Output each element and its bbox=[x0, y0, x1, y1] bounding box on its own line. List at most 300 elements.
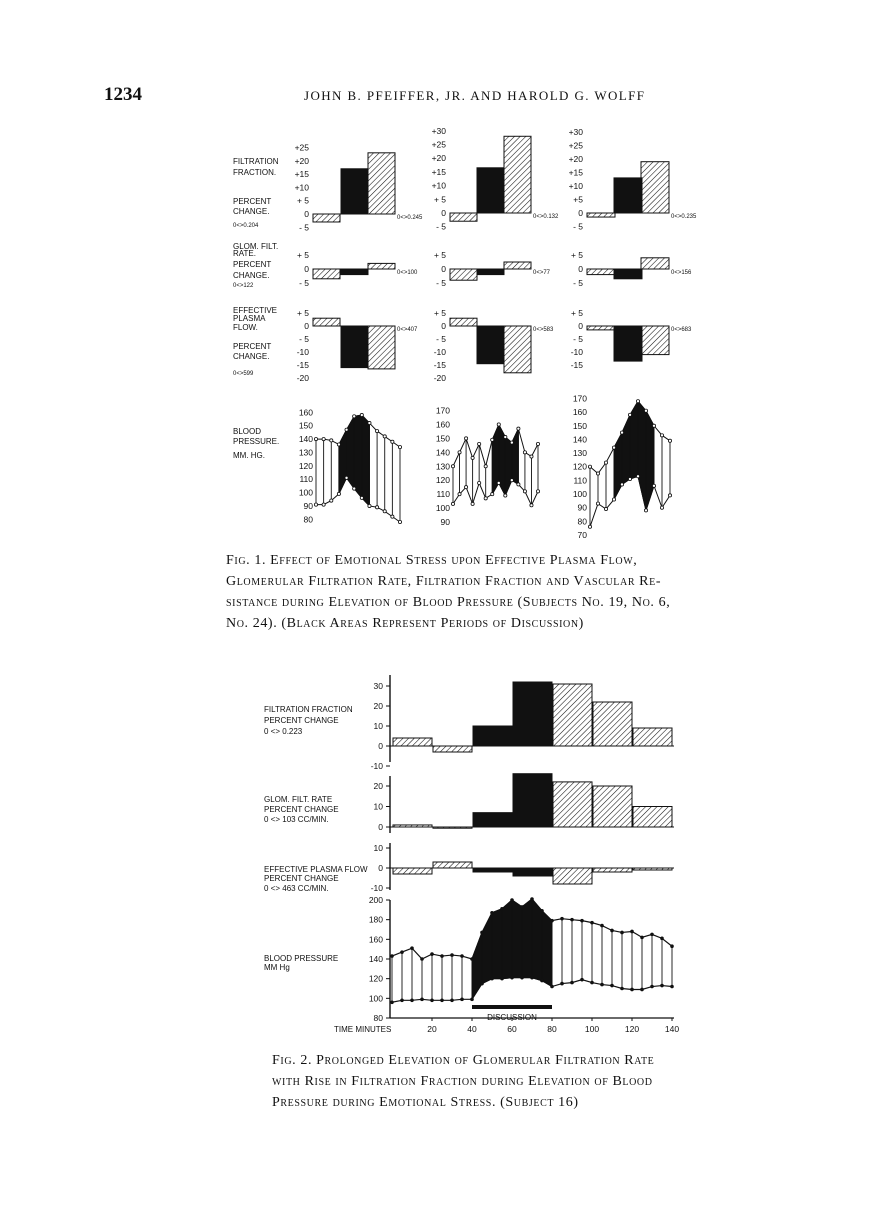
bp-diastolic-point bbox=[330, 499, 333, 502]
bp-systolic-point bbox=[478, 442, 481, 445]
axis-tick-label: - 5 bbox=[299, 222, 309, 233]
bp-systolic-point bbox=[497, 423, 500, 426]
bp-systolic-point bbox=[670, 944, 674, 948]
bp-diastolic-point bbox=[398, 520, 401, 523]
bp-systolic-point bbox=[620, 431, 623, 434]
hatched-bar bbox=[633, 807, 672, 828]
bp-systolic-point bbox=[652, 424, 655, 427]
bp-diastolic-point bbox=[460, 998, 464, 1002]
bp-diastolic-point bbox=[520, 976, 524, 980]
bp-systolic-point bbox=[500, 907, 504, 911]
hatched-bar bbox=[368, 326, 395, 369]
hatched-bar bbox=[393, 825, 432, 827]
bp-diastolic-point bbox=[530, 504, 533, 507]
bp-diastolic-point bbox=[368, 504, 371, 507]
bp-diastolic-point bbox=[660, 984, 664, 988]
bp-systolic-point bbox=[464, 437, 467, 440]
row-label: FRACTION. bbox=[233, 168, 277, 177]
axis-tick-label: + 5 bbox=[296, 250, 309, 260]
bp-diastolic-point bbox=[345, 476, 348, 479]
bp-systolic-point bbox=[360, 413, 363, 416]
axis-tick-label: - 5 bbox=[436, 221, 446, 232]
bp-systolic-point bbox=[330, 439, 333, 442]
bp-diastolic-point bbox=[430, 999, 434, 1003]
bp-systolic-point bbox=[640, 936, 644, 940]
bp-systolic-point bbox=[612, 446, 615, 449]
row-label: 0 <> 0.223 bbox=[264, 727, 303, 736]
axis-tick-label: 80 bbox=[373, 1013, 383, 1023]
axis-tick-label: + 5 bbox=[433, 308, 446, 318]
bp-diastolic-point bbox=[523, 490, 526, 493]
reference-value: 0<>0.204 bbox=[233, 223, 259, 229]
bp-systolic-point bbox=[470, 957, 474, 961]
row-label: PERCENT bbox=[233, 342, 272, 351]
axis-tick-label: +10 bbox=[431, 180, 446, 191]
axis-tick-label: -10 bbox=[370, 761, 383, 771]
discussion-bar-marker bbox=[472, 1005, 552, 1009]
bp-diastolic-point bbox=[478, 481, 481, 484]
bp-diastolic-point bbox=[360, 496, 363, 499]
bp-diastolic-point bbox=[600, 983, 604, 987]
hatched-bar bbox=[393, 738, 432, 746]
axis-tick-label: +15 bbox=[431, 166, 446, 177]
row-label: MM. HG. bbox=[233, 451, 265, 460]
bp-systolic-point bbox=[398, 446, 401, 449]
bp-systolic-point bbox=[668, 439, 671, 442]
axis-tick-label: 90 bbox=[440, 517, 450, 527]
axis-tick-label: 120 bbox=[624, 1024, 640, 1034]
reference-value: 0<>100 bbox=[397, 270, 418, 276]
reference-value: 0<>122 bbox=[233, 283, 254, 289]
row-label: PRESSURE. bbox=[233, 437, 280, 446]
bp-diastolic-point bbox=[391, 515, 394, 518]
bp-diastolic-point bbox=[504, 494, 507, 497]
discussion-bar bbox=[513, 774, 552, 827]
row-label: FILTRATION bbox=[233, 157, 279, 166]
bp-diastolic-line bbox=[392, 978, 672, 1003]
bp-systolic-point bbox=[450, 953, 454, 957]
axis-tick-label: +30 bbox=[431, 125, 446, 136]
reference-value: 0<>683 bbox=[671, 327, 692, 333]
hatched-bar bbox=[553, 782, 592, 827]
bp-systolic-point bbox=[530, 455, 533, 458]
axis-tick-label: 160 bbox=[298, 407, 313, 418]
row-label: FILTRATION FRACTION bbox=[264, 705, 353, 714]
axis-tick-label: + 5 bbox=[296, 195, 309, 206]
bp-systolic-point bbox=[430, 952, 434, 956]
discussion-bar bbox=[477, 168, 504, 213]
bp-diastolic-point bbox=[612, 498, 615, 501]
discussion-bar bbox=[473, 726, 512, 746]
axis-tick-label: 120 bbox=[298, 460, 313, 471]
axis-tick-label: 120 bbox=[435, 475, 450, 486]
bp-systolic-point bbox=[391, 440, 394, 443]
hatched-bar bbox=[633, 728, 672, 746]
axis-tick-label: +5 bbox=[573, 194, 583, 205]
bp-diastolic-point bbox=[383, 510, 386, 513]
hatched-bar bbox=[593, 868, 632, 872]
axis-tick-label: 140 bbox=[435, 447, 450, 458]
hatched-bar bbox=[433, 827, 472, 828]
reference-value: 0<>407 bbox=[397, 327, 418, 333]
hatched-bar bbox=[450, 318, 477, 326]
bp-systolic-point bbox=[460, 954, 464, 958]
bp-diastolic-point bbox=[510, 976, 514, 980]
bp-systolic-point bbox=[480, 931, 484, 935]
hatched-bar bbox=[433, 746, 472, 752]
bp-systolic-point bbox=[636, 400, 639, 403]
axis-tick-label: 110 bbox=[573, 475, 587, 486]
bp-systolic-point bbox=[523, 451, 526, 454]
discussion-bar bbox=[614, 178, 642, 213]
bp-diastolic-point bbox=[464, 486, 467, 489]
bp-systolic-point bbox=[410, 946, 414, 950]
hatched-bar bbox=[641, 258, 669, 269]
axis-tick-label: 10 bbox=[373, 801, 383, 812]
axis-tick-label: 0 bbox=[304, 209, 309, 219]
axis-tick-label: - 5 bbox=[436, 278, 446, 288]
reference-value: 0<>77 bbox=[533, 270, 551, 276]
fig1-panel-1 bbox=[295, 143, 423, 525]
axis-tick-label: 140 bbox=[664, 1024, 680, 1034]
bp-systolic-point bbox=[510, 441, 513, 444]
axis-tick-label: 0 bbox=[578, 208, 583, 218]
axis-tick-label: -10 bbox=[570, 347, 583, 357]
axis-tick-label: 30 bbox=[373, 681, 383, 691]
axis-tick-label: -10 bbox=[370, 883, 383, 893]
bp-systolic-point bbox=[596, 472, 599, 475]
axis-tick-label: +15 bbox=[294, 169, 309, 180]
bp-diastolic-point bbox=[497, 481, 500, 484]
fig2-caption-line: Pressure during Emotional Stress. (Subject 16) bbox=[272, 1095, 579, 1110]
bp-diastolic-point bbox=[536, 490, 539, 493]
axis-tick-label: -15 bbox=[296, 360, 309, 370]
hatched-bar bbox=[641, 326, 669, 355]
bp-diastolic-point bbox=[517, 483, 520, 486]
axis-tick-label: 10 bbox=[373, 721, 383, 731]
fig2-caption-line: with Rise in Filtration Fraction during Elevation of Blood bbox=[272, 1074, 653, 1089]
row-label: RATE. bbox=[233, 249, 256, 258]
bp-systolic-point bbox=[560, 917, 564, 921]
bp-diastolic-point bbox=[470, 998, 474, 1002]
hatched-bar bbox=[587, 269, 615, 275]
bp-systolic-point bbox=[458, 451, 461, 454]
row-label: PERCENT CHANGE bbox=[264, 716, 339, 725]
axis-tick-label: + 5 bbox=[570, 308, 583, 318]
hatched-bar bbox=[593, 702, 632, 746]
fig2-caption-line: Fig. 2. Prolonged Elevation of Glomerular Filtration Rate bbox=[272, 1053, 655, 1068]
bp-diastolic-point bbox=[640, 988, 644, 992]
bp-systolic-point bbox=[491, 438, 494, 441]
fig1-caption bbox=[226, 550, 696, 634]
axis-tick-label: 20 bbox=[373, 781, 383, 791]
bp-systolic-point bbox=[490, 911, 494, 915]
bp-systolic-point bbox=[550, 919, 554, 923]
axis-tick-label: - 5 bbox=[573, 334, 583, 344]
figure-2 bbox=[0, 660, 880, 1040]
bp-systolic-point bbox=[588, 465, 591, 468]
axis-tick-label: 60 bbox=[507, 1024, 517, 1034]
axis-tick-label: 90 bbox=[303, 500, 313, 511]
axis-tick-label: 0 bbox=[304, 264, 309, 274]
bp-diastolic-point bbox=[560, 982, 564, 986]
hatched-bar bbox=[641, 162, 669, 213]
bp-diastolic-point bbox=[530, 976, 534, 980]
axis-tick-label: 0 bbox=[378, 822, 383, 832]
axis-tick-label: 150 bbox=[572, 420, 587, 431]
bp-systolic-point bbox=[440, 954, 444, 958]
bp-diastolic-point bbox=[620, 483, 623, 486]
bp-diastolic-line bbox=[590, 476, 670, 527]
bp-diastolic-point bbox=[668, 494, 671, 497]
axis-tick-label: 160 bbox=[435, 419, 450, 430]
discussion-bar bbox=[513, 868, 552, 876]
axis-tick-label: 140 bbox=[298, 434, 313, 445]
bp-systolic-point bbox=[630, 930, 634, 934]
bp-systolic-point bbox=[337, 443, 340, 446]
axis-tick-label: - 5 bbox=[299, 334, 309, 344]
axis-tick-label: +10 bbox=[568, 181, 583, 191]
row-label: PERCENT bbox=[233, 197, 272, 206]
axis-tick-label: 0 bbox=[378, 741, 383, 751]
bp-diastolic-point bbox=[314, 503, 317, 506]
axis-tick-label: 0 bbox=[578, 321, 583, 331]
axis-tick-label: +20 bbox=[431, 153, 446, 164]
fig2-plot bbox=[334, 675, 679, 1034]
bp-diastolic-point bbox=[375, 506, 378, 509]
bp-systolic-point bbox=[520, 905, 524, 909]
row-label: FLOW. bbox=[233, 323, 258, 332]
bp-diastolic-point bbox=[550, 985, 554, 989]
row-label: CHANGE. bbox=[233, 271, 270, 280]
reference-value: 0<>0.245 bbox=[397, 215, 423, 221]
axis-tick-label: +20 bbox=[568, 154, 583, 164]
discussion-bar bbox=[473, 868, 512, 872]
axis-tick-label: 100 bbox=[298, 487, 313, 498]
bp-diastolic-point bbox=[420, 998, 424, 1002]
bp-diastolic-point bbox=[450, 999, 454, 1003]
row-label: 0 <> 103 CC/MIN. bbox=[264, 815, 329, 824]
bp-systolic-point bbox=[420, 957, 424, 961]
hatched-bar bbox=[587, 326, 615, 330]
bp-diastolic-point bbox=[500, 977, 504, 981]
row-label: CHANGE. bbox=[233, 207, 270, 216]
bp-systolic-point bbox=[590, 921, 594, 925]
bp-diastolic-point bbox=[451, 502, 454, 505]
hatched-bar bbox=[504, 136, 531, 213]
bp-diastolic-point bbox=[596, 502, 599, 505]
discussion-bar bbox=[477, 326, 504, 364]
axis-tick-label: 20 bbox=[373, 701, 383, 711]
row-label: EFFECTIVE bbox=[233, 306, 278, 315]
hatched-bar bbox=[313, 214, 340, 222]
bp-diastolic-point bbox=[652, 484, 655, 487]
bp-systolic-point bbox=[368, 421, 371, 424]
bp-diastolic-point bbox=[353, 487, 356, 490]
axis-tick-label: 0 bbox=[578, 264, 583, 274]
figure-1 bbox=[0, 0, 880, 545]
axis-tick-label: + 5 bbox=[296, 308, 309, 318]
hatched-bar bbox=[313, 269, 340, 279]
axis-tick-label: 0 bbox=[441, 208, 446, 218]
bp-diastolic-point bbox=[636, 475, 639, 478]
bp-systolic-point bbox=[650, 933, 654, 937]
axis-tick-label: + 5 bbox=[570, 250, 583, 260]
axis-tick-label: 80 bbox=[547, 1024, 557, 1034]
axis-tick-label: +20 bbox=[294, 155, 309, 166]
axis-tick-label: +15 bbox=[568, 167, 583, 178]
bp-systolic-point bbox=[660, 937, 664, 941]
fig1-caption-line: sistance during Elevation of Blood Pressure (Subjects No. 19, No. 6, bbox=[226, 595, 671, 610]
bp-diastolic-point bbox=[644, 509, 647, 512]
axis-tick-label: + 5 bbox=[433, 250, 446, 260]
bp-diastolic-point bbox=[670, 985, 674, 989]
axis-tick-label: 130 bbox=[435, 461, 450, 472]
reference-value: 0<>156 bbox=[671, 270, 692, 276]
axis-tick-label: 160 bbox=[368, 934, 383, 945]
discussion-bar bbox=[614, 269, 642, 279]
fig2-caption bbox=[272, 1050, 692, 1113]
axis-tick-label: 10 bbox=[373, 843, 383, 853]
bp-diastolic-point bbox=[610, 984, 614, 988]
axis-tick-label: 120 bbox=[572, 461, 587, 472]
axis-tick-label: 110 bbox=[299, 474, 313, 485]
bp-systolic-point bbox=[536, 442, 539, 445]
axis-tick-label: 80 bbox=[577, 516, 587, 527]
axis-tick-label: -15 bbox=[433, 360, 446, 370]
bp-diastolic-point bbox=[510, 479, 513, 482]
bp-diastolic-point bbox=[650, 985, 654, 989]
axis-tick-label: 170 bbox=[435, 405, 450, 416]
discussion-bar bbox=[513, 682, 552, 746]
fig1-caption-line: Glomerular Filtration Rate, Filtration Fraction and Vascular Re- bbox=[226, 574, 662, 589]
bp-systolic-point bbox=[610, 929, 614, 933]
axis-tick-label: 0 bbox=[378, 863, 383, 873]
hatched-bar bbox=[553, 868, 592, 884]
axis-tick-label: 70 bbox=[577, 530, 587, 540]
axis-tick-label: -10 bbox=[296, 347, 309, 357]
axis-tick-label: +10 bbox=[294, 182, 309, 193]
axis-tick-label: 150 bbox=[435, 433, 450, 444]
bp-systolic-point bbox=[471, 456, 474, 459]
bp-discussion-area bbox=[614, 401, 654, 510]
bp-systolic-point bbox=[400, 950, 404, 954]
bp-systolic-point bbox=[390, 954, 394, 958]
row-label: BLOOD PRESSURE bbox=[264, 954, 339, 963]
bp-diastolic-point bbox=[588, 525, 591, 528]
axis-tick-label: -10 bbox=[433, 347, 446, 357]
bp-systolic-point bbox=[451, 465, 454, 468]
bp-systolic-point bbox=[375, 429, 378, 432]
axis-tick-label: + 5 bbox=[433, 194, 446, 205]
axis-tick-label: 0 bbox=[441, 264, 446, 274]
axis-tick-label: 130 bbox=[572, 448, 587, 459]
bp-diastolic-point bbox=[390, 1000, 394, 1004]
hatched-bar bbox=[633, 868, 672, 870]
row-label: PLASMA bbox=[233, 314, 266, 323]
discussion-bar bbox=[473, 813, 512, 827]
bp-diastolic-point bbox=[400, 999, 404, 1003]
bp-systolic-point bbox=[600, 924, 604, 928]
bp-systolic-point bbox=[353, 415, 356, 418]
axis-tick-label: +30 bbox=[568, 127, 583, 137]
axis-tick-label: - 5 bbox=[436, 334, 446, 344]
bp-diastolic-point bbox=[491, 493, 494, 496]
x-axis-label: TIME MINUTES bbox=[334, 1025, 392, 1034]
bp-systolic-point bbox=[517, 427, 520, 430]
bp-systolic-point bbox=[510, 898, 514, 902]
bp-diastolic-point bbox=[604, 507, 607, 510]
bp-systolic-point bbox=[570, 918, 574, 922]
bp-diastolic-point bbox=[322, 503, 325, 506]
bp-diastolic-point bbox=[484, 497, 487, 500]
axis-tick-label: +25 bbox=[568, 140, 583, 151]
row-label: PERCENT CHANGE bbox=[264, 805, 339, 814]
bp-systolic-point bbox=[540, 909, 544, 913]
row-label: 0 <> 463 CC/MIN. bbox=[264, 884, 329, 893]
axis-tick-label: 170 bbox=[572, 393, 587, 404]
hatched-bar bbox=[587, 213, 615, 217]
axis-tick-label: 90 bbox=[577, 502, 587, 513]
row-label: BLOOD bbox=[233, 427, 262, 436]
bp-diastolic-point bbox=[630, 988, 634, 992]
hatched-bar bbox=[504, 262, 531, 269]
axis-tick-label: +25 bbox=[294, 142, 309, 153]
fig1-caption-line: Fig. 1. Effect of Emotional Stress upon Effective Plasma Flow, bbox=[226, 553, 638, 568]
fig1-panel-2 bbox=[432, 126, 559, 527]
bp-diastolic-point bbox=[580, 978, 584, 982]
row-label: GLOM. FILT. RATE bbox=[264, 795, 333, 804]
axis-tick-label: 140 bbox=[368, 954, 383, 964]
bp-systolic-point bbox=[383, 435, 386, 438]
bp-diastolic-point bbox=[540, 979, 544, 983]
axis-tick-label: 160 bbox=[572, 407, 587, 418]
axis-tick-label: 120 bbox=[368, 973, 383, 984]
axis-tick-label: +25 bbox=[431, 139, 446, 150]
hatched-bar bbox=[368, 153, 395, 214]
axis-tick-label: 0 bbox=[304, 321, 309, 331]
discussion-bar bbox=[477, 269, 504, 275]
bp-systolic-point bbox=[345, 428, 348, 431]
hatched-bar bbox=[450, 213, 477, 221]
hatched-bar bbox=[593, 786, 632, 827]
axis-tick-label: 110 bbox=[436, 489, 450, 500]
row-label: PERCENT bbox=[233, 260, 272, 269]
bp-systolic-point bbox=[604, 461, 607, 464]
discussion-bar bbox=[341, 169, 368, 214]
bp-diastolic-point bbox=[337, 492, 340, 495]
bp-systolic-point bbox=[580, 919, 584, 923]
reference-value: 0<>583 bbox=[533, 327, 554, 333]
bp-diastolic-point bbox=[660, 506, 663, 509]
bp-diastolic-point bbox=[410, 999, 414, 1003]
discussion-bar bbox=[614, 326, 642, 361]
axis-tick-label: -20 bbox=[296, 373, 309, 383]
discussion-bar bbox=[341, 269, 368, 275]
axis-tick-label: -15 bbox=[570, 360, 583, 370]
row-label: GLOM. FILT. bbox=[233, 242, 279, 251]
axis-tick-label: 100 bbox=[572, 489, 587, 500]
hatched-bar bbox=[313, 318, 340, 326]
row-label: CHANGE. bbox=[233, 352, 270, 361]
row-label: MM Hg bbox=[264, 963, 290, 972]
fig1-panel-3 bbox=[569, 127, 697, 540]
axis-tick-label: 40 bbox=[467, 1024, 477, 1034]
row-label: EFFECTIVE PLASMA FLOW bbox=[264, 865, 368, 874]
bp-systolic-point bbox=[620, 931, 624, 935]
bp-systolic-point bbox=[484, 465, 487, 468]
bp-diastolic-point bbox=[471, 502, 474, 505]
